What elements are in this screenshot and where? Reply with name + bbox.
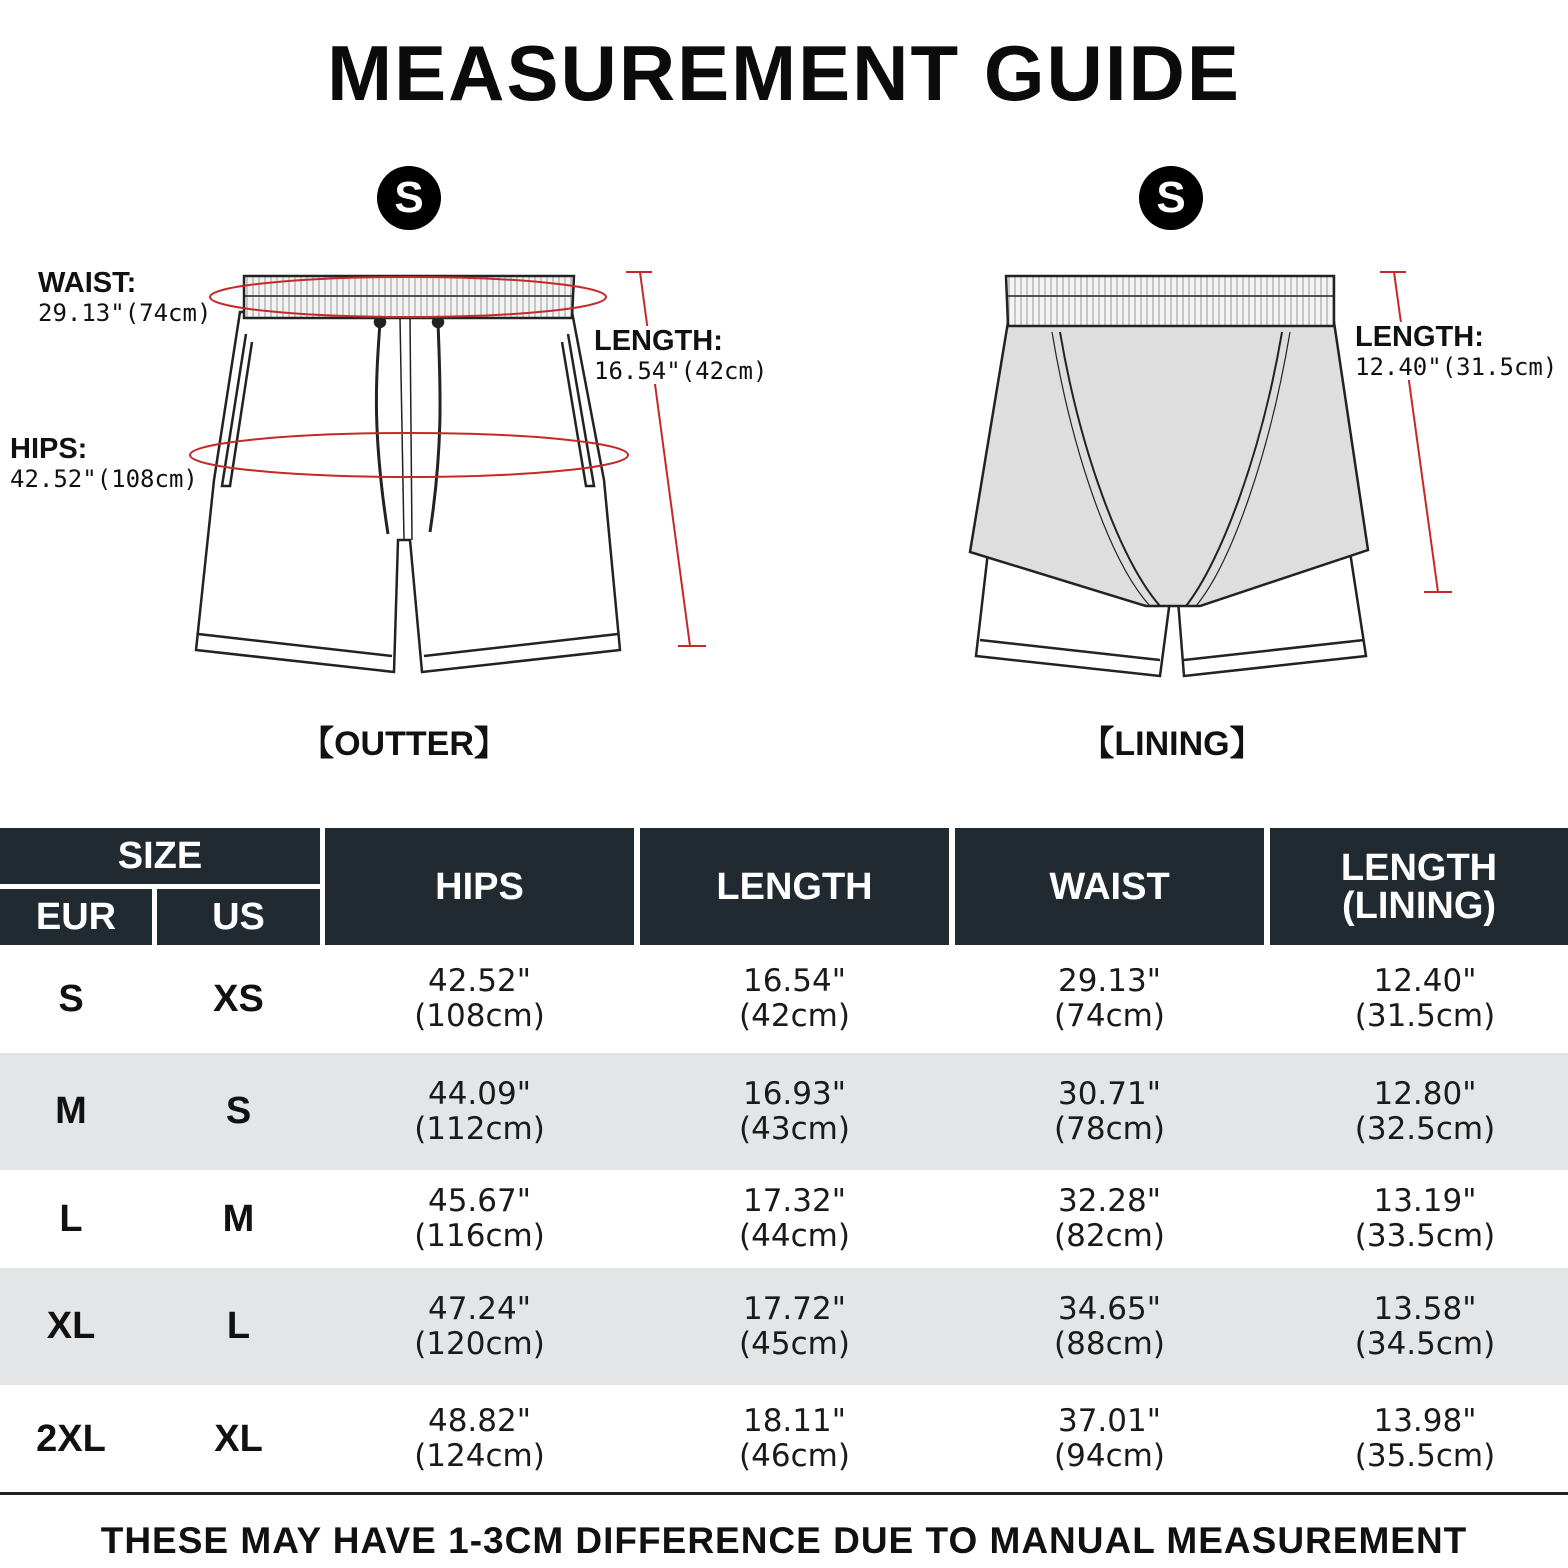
eur-size: S	[58, 977, 84, 1020]
hips-centimeters: (120cm)	[414, 1325, 545, 1362]
table-row	[0, 1170, 1568, 1268]
waist-inches: 34.65"	[1057, 1290, 1161, 1327]
length-cell	[640, 1268, 949, 1385]
lining-header-line2: (LINING)	[1341, 884, 1497, 927]
hips-label: HIPS:	[10, 433, 88, 465]
hips-centimeters: (116cm)	[414, 1218, 545, 1254]
hips-cell	[325, 945, 634, 1053]
lining-length-header	[1270, 828, 1568, 945]
waist-centimeters: (74cm)	[1054, 998, 1165, 1034]
waist-cell	[955, 1268, 1264, 1385]
hips-inches: 45.67"	[427, 1183, 531, 1220]
lining-cell	[1270, 1053, 1568, 1170]
us-cell	[157, 945, 320, 1053]
waist-centimeters: (78cm)	[1054, 1110, 1165, 1147]
lining-measure-line	[1380, 272, 1452, 592]
lining-cell	[1270, 1385, 1568, 1493]
size-header: SIZE	[0, 828, 320, 884]
lining-cell	[1270, 1170, 1568, 1268]
lining-shorts-drawing	[970, 276, 1368, 676]
hips-inches: 47.24"	[427, 1290, 531, 1327]
table-bottom-rule	[0, 1492, 1568, 1495]
waist-inches: 30.71"	[1057, 1075, 1161, 1112]
lining-length-annotation	[1355, 322, 1557, 380]
waist-centimeters: (88cm)	[1054, 1325, 1165, 1362]
length-cell	[640, 1170, 949, 1268]
length-inches: 18.11"	[742, 1403, 846, 1440]
lining-cell	[1270, 945, 1568, 1053]
size-table	[0, 828, 1568, 1474]
waist-centimeters: (82cm)	[1054, 1218, 1165, 1254]
hips-centimeters: (124cm)	[414, 1438, 545, 1474]
lining-cell	[1270, 1268, 1568, 1385]
hips-cell	[325, 1170, 634, 1268]
waist-label: WAIST:	[38, 267, 137, 299]
waist-cell	[955, 1053, 1264, 1170]
hips-inches: 44.09"	[427, 1075, 531, 1112]
lining-centimeters: (35.5cm)	[1354, 1438, 1496, 1474]
length-inches: 16.54"	[742, 963, 846, 1000]
lining-header-line1: LENGTH	[1340, 846, 1498, 889]
table-row	[0, 1268, 1568, 1385]
waist-inches: 37.01"	[1057, 1403, 1161, 1440]
eur-size: XL	[46, 1305, 96, 1347]
page-title: MEASUREMENT GUIDE	[327, 29, 1241, 117]
length-inches: 16.93"	[742, 1075, 846, 1112]
length-cell	[640, 1053, 949, 1170]
hips-cell	[325, 1268, 634, 1385]
eur-header: EUR	[0, 889, 152, 945]
length-centimeters: (45cm)	[739, 1325, 850, 1362]
us-size: M	[222, 1197, 255, 1240]
lining-centimeters: (32.5cm)	[1354, 1110, 1496, 1147]
waist-centimeters: (94cm)	[1054, 1438, 1165, 1474]
length-inches: 17.32"	[742, 1183, 846, 1220]
hips-inches: 48.82"	[427, 1403, 531, 1440]
us-cell	[157, 1385, 320, 1493]
us-size: L	[226, 1305, 251, 1347]
waist-cell	[955, 1170, 1264, 1268]
size-badge-outer: S	[377, 166, 441, 230]
length-centimeters: (46cm)	[739, 1438, 850, 1474]
lining-inches: 13.98"	[1373, 1403, 1477, 1440]
length-centimeters: (44cm)	[739, 1218, 850, 1254]
us-cell	[157, 1268, 320, 1385]
length-cell	[640, 1385, 949, 1493]
us-header: US	[157, 889, 320, 945]
waist-cell	[955, 945, 1264, 1053]
us-size: XS	[213, 977, 264, 1020]
waist-value: 29.13"(74cm)	[38, 298, 212, 327]
lining-inches: 12.40"	[1373, 963, 1477, 1000]
us-cell	[157, 1053, 320, 1170]
lining-inches: 12.80"	[1373, 1075, 1477, 1112]
hips-value: 42.52"(108cm)	[10, 464, 198, 493]
length-centimeters: (42cm)	[739, 998, 850, 1034]
table-row	[0, 1053, 1568, 1170]
us-size: S	[225, 1090, 252, 1132]
hips-cell	[325, 1385, 634, 1493]
size-badge-lining: S	[1139, 166, 1203, 230]
eur-cell	[0, 1385, 142, 1493]
waist-cell	[955, 1385, 1264, 1493]
us-size: XL	[214, 1417, 263, 1460]
eur-size: M	[55, 1090, 87, 1132]
outer-length-label: LENGTH:	[594, 325, 723, 357]
lining-length-label: LENGTH:	[1355, 321, 1484, 353]
table-row	[0, 945, 1568, 1053]
caption-outter: 【OUTTER】	[300, 725, 508, 763]
hips-centimeters: (108cm)	[414, 998, 545, 1034]
lining-centimeters: (31.5cm)	[1354, 998, 1496, 1034]
table-row	[0, 1385, 1568, 1493]
hips-annotation	[10, 434, 198, 492]
length-header: LENGTH	[640, 828, 949, 945]
lining-length-value: 12.40"(31.5cm)	[1355, 352, 1558, 381]
caption-lining: 【LINING】	[1080, 725, 1264, 763]
waist-annotation	[38, 268, 211, 326]
us-cell	[157, 1170, 320, 1268]
eur-cell	[0, 945, 142, 1053]
hips-centimeters: (112cm)	[414, 1110, 545, 1147]
hips-header: HIPS	[325, 828, 634, 945]
outer-shorts-drawing	[196, 276, 620, 672]
table-header	[0, 828, 1568, 945]
eur-size: 2XL	[36, 1417, 106, 1460]
lining-centimeters: (34.5cm)	[1354, 1325, 1496, 1362]
hips-cell	[325, 1053, 634, 1170]
outer-length-value: 16.54"(42cm)	[594, 356, 768, 385]
eur-size: L	[59, 1197, 83, 1240]
disclaimer-footer: THESE MAY HAVE 1-3CM DIFFERENCE DUE TO MANUAL MEASUREMENT	[100, 1520, 1468, 1561]
eur-cell	[0, 1053, 142, 1170]
lining-centimeters: (33.5cm)	[1354, 1218, 1496, 1254]
length-inches: 17.72"	[742, 1290, 846, 1327]
eur-cell	[0, 1268, 142, 1385]
waist-inches: 32.28"	[1057, 1183, 1161, 1220]
hips-inches: 42.52"	[427, 963, 531, 1000]
lining-inches: 13.58"	[1373, 1290, 1477, 1327]
waist-header: WAIST	[955, 828, 1264, 945]
lining-inches: 13.19"	[1373, 1183, 1477, 1220]
outer-length-annotation	[594, 326, 767, 384]
length-centimeters: (43cm)	[739, 1110, 850, 1147]
length-cell	[640, 945, 949, 1053]
eur-cell	[0, 1170, 142, 1268]
waist-inches: 29.13"	[1057, 963, 1161, 1000]
